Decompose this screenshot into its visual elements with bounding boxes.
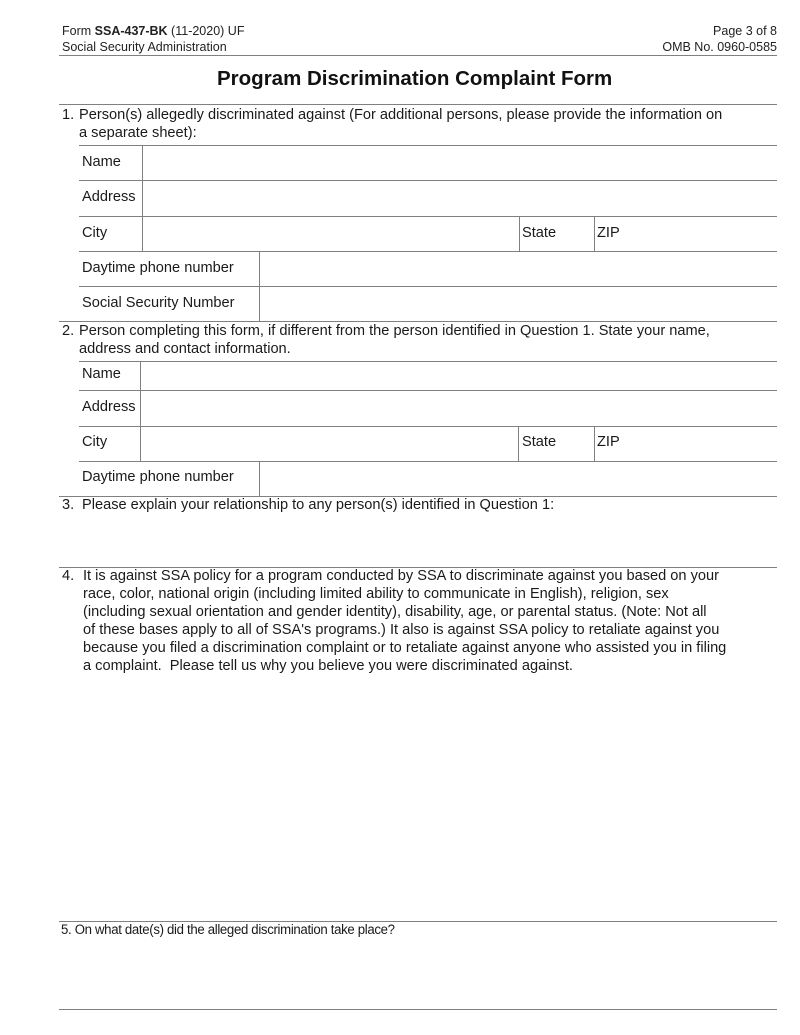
q1-phone-label: Daytime phone number: [82, 260, 234, 276]
q1-text-line1: Person(s) allegedly discriminated against (For additional persons, please provide the information on: [79, 107, 723, 123]
q1-state-divider: [519, 216, 520, 251]
q1-name-label: Name: [82, 154, 121, 170]
q2-address-field[interactable]: [142, 392, 776, 425]
q1-phone-field[interactable]: [261, 253, 776, 285]
page-number: Page 3 of 8: [713, 24, 777, 38]
q2-city-field[interactable]: [142, 428, 517, 460]
q2-state-field[interactable]: [560, 428, 593, 460]
q2-address-label: Address: [82, 399, 136, 415]
q2-row-line: [79, 361, 777, 362]
q2-number: 2.: [62, 323, 75, 339]
q2-zip-field[interactable]: [624, 428, 776, 460]
q2-text-line2: address and contact information.: [79, 341, 291, 357]
q2-city-label: City: [82, 434, 108, 450]
q1-label-divider-wide: [259, 251, 260, 321]
q1-end-rule: [59, 321, 777, 322]
q1-city-field[interactable]: [144, 218, 518, 250]
q2-text-line1: Person completing this form, if different from the person identified in Question 1. State your name,: [79, 323, 710, 339]
q4-number: 4.: [62, 568, 75, 584]
q2-name-field[interactable]: [142, 363, 776, 389]
q2-label-divider: [140, 361, 141, 461]
q2-row-line: [79, 461, 777, 462]
q2-phone-label: Daytime phone number: [82, 469, 234, 485]
q5-answer-field[interactable]: [60, 942, 776, 1006]
form-prefix: Form: [62, 24, 95, 38]
q1-text-line2: a separate sheet):: [79, 125, 197, 141]
q4-text-line: It is against SSA policy for a program conducted by SSA to discriminate against you based on your: [83, 568, 719, 584]
q2-state-label: State: [522, 434, 557, 450]
form-id: [62, 24, 244, 38]
q2-phone-field[interactable]: [261, 463, 776, 495]
q1-city-label: City: [82, 225, 108, 241]
agency-name: Social Security Administration: [62, 40, 227, 54]
q2-row-line: [79, 390, 777, 391]
q1-label-divider: [142, 145, 143, 251]
q1-zip-label: ZIP: [597, 225, 620, 241]
q3-text: Please explain your relationship to any person(s) identified in Question 1:: [82, 497, 555, 513]
q2-row-line: [79, 426, 777, 427]
q2-zip-label: ZIP: [597, 434, 620, 450]
q4-text-line: of these bases apply to all of SSA's programs.) It also is against SSA policy to retaliate against you: [83, 622, 720, 638]
omb-number: OMB No. 0960-0585: [662, 40, 777, 54]
q2-name-label: Name: [82, 366, 121, 382]
q4-text-line: race, color, national origin (including limited ability to communicate in English), religion, sex: [83, 586, 669, 602]
q1-ssn-field[interactable]: [261, 288, 776, 320]
page-title: Program Discrimination Complaint Form: [217, 67, 613, 90]
q4-text-line: because you filed a discrimination complaint or to retaliate against anyone who assisted you in filing: [83, 640, 727, 656]
q1-address-label: Address: [82, 189, 136, 205]
q1-row-line: [79, 145, 777, 146]
q1-state-label: State: [522, 225, 557, 241]
q1-row-line: [79, 180, 777, 181]
q2-state-divider: [518, 426, 519, 461]
q1-address-field[interactable]: [144, 182, 776, 215]
q1-state-field[interactable]: [560, 218, 593, 250]
title-rule: [59, 104, 777, 105]
q1-name-field[interactable]: [144, 147, 776, 179]
q1-row-line: [79, 216, 777, 217]
header-rule: [59, 55, 777, 56]
form-revision: (11-2020) UF: [167, 24, 245, 38]
q1-zip-field[interactable]: [624, 218, 776, 250]
q4-text-line: (including sexual orientation and gender identity), disability, age, or parental status. (Note: Not all: [83, 604, 707, 620]
q1-row-line: [79, 286, 777, 287]
q5-end-rule: [59, 1009, 777, 1010]
form-number: SSA-437-BK: [94, 24, 168, 38]
q4-text-line: a complaint. Please tell us why you believe you were discriminated against.: [83, 658, 573, 674]
q5-text: 5. On what date(s) did the alleged discrimination take place?: [61, 922, 395, 938]
q3-number: 3.: [62, 497, 75, 513]
q3-answer-field[interactable]: [60, 517, 776, 565]
q2-zip-divider: [594, 426, 595, 461]
q1-zip-divider: [594, 216, 595, 251]
q1-number: 1.: [62, 107, 75, 123]
q4-answer-field[interactable]: [60, 682, 776, 918]
q2-label-divider-wide: [259, 461, 260, 496]
q1-ssn-label: Social Security Number: [82, 295, 235, 311]
q1-row-line: [79, 251, 777, 252]
